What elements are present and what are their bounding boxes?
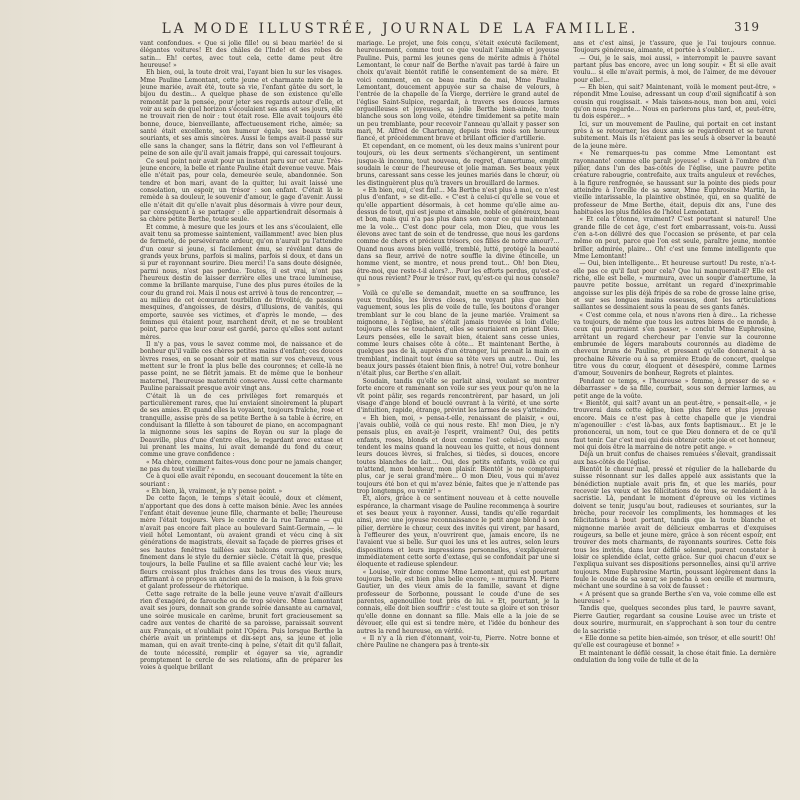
paragraph: Soudain, tandis qu'elle se parlait ainsi, voulant se montrer forte encore et ramenant son voile sur ses yeux pour qu'on ne la vît point pâlir, ses regards rencontrèrent, par hasard, un joli visage d'ange blond et bouclé ouvrant à la vérité, et une sorte d'intuition, rapide, étrange, prévint les larmes de ses y'atteindre.: [356, 377, 560, 415]
text-columns: [140, 40, 776, 782]
paragraph: « Eh bien, oui, c'est fini!... Ma Berthe n'est plus à moi, ce n'est plus d'enfant, » se dit-elle. « C'est à celui-ci qu'elle se voue et qu'elle appartient désormais, à cet homme qu'elle aime au-dessus de tout, qui est jeune et aimable, noble et généreux, beau et bon, mais qui n'a pas plus dans son cœur ce qui maintenant me la vole... C'est donc pour cela, mon Dieu, que vous les élevons avec tant de soin et de tendresse, que nous les gardons comme de chers et précieux trésors, ces filles de notre amour?... Quand nous avons bien veillé, tremblé, lutté, protégé la beauté dans sa fleur, arrivé de notre souffle la divine étincelle, un homme vient, se montre, et nous prend tout... Oh! bon Dieu, être-moi, que reste-t-il alors?... Pour les efforts perdus, qu'est-ce qui nous revient? Pour le trésor ravi, qu'est-ce qui nous console? »: [356, 186, 560, 290]
paragraph: Et maintenant le défilé cessait, la chose était finie. La dernière ondulation du long voile de tulle et de la: [573, 649, 776, 664]
paragraph: Déjà un bruit confus de chaises remuées s'élevait, grandissait aux bas-côtés de l'église.: [573, 451, 776, 466]
paragraph: « Ne remarques-tu pas comme Mme Lemontant est rayonnante! comme elle paraît joyeuse! » disait à l'ombre d'un pilier, dans l'un des bas-côtés de l'église, une pauvre petite créature rabougrie, contrefaite, aux traits anguleux et revêches, à la figure renfrognée, se haussant sur la pointe des pieds pour atteindre à l'oreille de sa sœur, Mme Euphrosine Martin, la vieille intarissable, la plaintive obstinée, qui, en sa qualité de professeur de Mme Berthe, était, depuis dix ans, l'une des habituées les plus fidèles de l'hôtel Lemontant.: [573, 150, 776, 216]
paragraph: — Eh bien, qui sait? Maintenant, voilà le moment peut-être, » répondit Mme Louise, adressant un coup d'œil significatif à son cousin qui rougissait. « Mais taisons-nous, mon bon ami, voici qu'on nous regarde... Nous en parlerons plus tard, et, peut-être, tu dois espérer... »: [573, 84, 776, 121]
paragraph: ans et c'est ainsi, je t'assure, que je l'ai toujours connue. Toujours généreuse, aimante, et portée à s'oublier...: [573, 40, 776, 55]
page-number: 319: [734, 20, 760, 34]
paragraph: Bientôt le chœur mal, pressé et régulier de la hallebarde du suisse résonnant sur les dalles appelé aux assistants que la bénédiction nuptiale avait pris fin, et que les mariés, pour recevoir les vœux et les félicitations de tous, se rendaient à la sacristie. Là, pendant le moment d'épreuve où les victimes doivent se tenir, jusqu'au bout, radieuses et souriantes, sur la brèche, pour recevoir les compliments, les hommages et les félicitations à bout portant, tandis que la toute blanche et mignonne mariée avait de délicieux embarras et d'exquises rougeurs, sa belle et jeune mère, grâce à son récent espoir, ent trouver des mots charmants, de rayonnants sourires. Cette fois tous les invités, dans leur défilé solennel, purent constater à loisir ce splendide éclat, cette grâce. Sur quoi chacun d'eux se l'expliqua suivant ses dispositions personnelles, ainsi qu'il arrive toujours. Mme Euphrosine Martin, poussant légèrement dans la foule le coude de sa sœur, se pencha à son oreille et murmura, méchant une sourdine à sa voix de fausset :: [573, 465, 776, 591]
paragraph: Ce à quoi elle avait répondu, en secouant doucement la tête en souriant :: [140, 473, 343, 488]
paragraph: « A présent que sa grande Berthe s'en va, voie comme elle est heureuse! »: [573, 590, 776, 606]
paragraph: Cette sage retraite de la belle jeune veuve n'avait d'ailleurs rien d'exagéré, de farouche ou de trop sévère. Mme Lemontant avait ses jours, donnait son grande soirée dansante au carnaval, une soirée musicale en carême, brunit fort gracieusement sa cadre aux ventes de charité de sa paroisse, paraissait souvent aux Français, et n'oubliait point l'Opéra. Puis lorsque Berthe la chérie avait un printemps et dix-sept ans, sa jeune et jolie maman, qui en avait trente-cinq à peine, s'était dit qu'il fallait, de toute nécessité, remplir et égayer sa vie, agrandir promptement le cercle de ses relations, afin de préparer les voies à quelque brillant: [140, 590, 343, 672]
paragraph: Et comme, à mesure que les jours et les ans s'écoulaient, elle avait tenu sa promesse saintement, vaillamment! avec bien plus de fermeté, de persévérante ardeur, qu'on n'aurait pu l'attendre d'un cœur si jeune, si facilement ému, se révélant dans de grands yeux bruns, parfois si malins, parfois si doux, et dans un si pur et rayonnant sourire. Dieu merci! l'a sans doute désignée, parmi nous, n'est pas perdue. Toutes, il est vrai, n'ont pas l'heureux destin de laisser derrière elles une trace lumineuse, comme la brillante marquise, l'une des plus pures étoiles de la cour du grand roi. Mais il nous est arrivé à tous de rencontrer, — au milieu de cet écœurant tourbillon de frivolité, de passions mesquines, d'angoisses, de désirs, d'illusions, de vanités, qui emporte, sauvée ses victimes, et d'après le monde, — des femmes qui étaient pour, marchent droit, et ne se troublent point, parce que leur cœur est gardé, parce qu'elles sont autant mères.: [140, 223, 343, 341]
paragraph: Et, alors, grâce à ce sentiment nouveau et à cette nouvelle espérance, la charmant visage de Pauline recommença à sourire et ses beaux yeux à rayonner. Aussi, tandis qu'elle regardait ainsi, avec une joyeuse reconnaissance le petit ange blond à son pilier, derrière le chœur, ceux des invités qui virent, par hasard, à l'effleurer des yeux, n'ouvrirent que, jamais encore, ils ne l'avaient vue si belle. Sur quoi les uns et les autres, selon leurs dispositions et leurs impressions personnelles, s'expliquèrent immédiatement cette sorte d'extase, qui se confondait par une si éloquente et radieuse splendeur.: [356, 495, 560, 569]
paragraph: « Et cela t'étonne, vraiment? C'est pourtant si naturel! Une grande fille de cet âge, c'est fort embarrassant, vois-tu. Aussi c'en a-t-on délivré des que l'occasion se présente, et par cela même on peut, parce que l'on est seule, paraître jeune, montée briller, admirée, plaire... Oh! c'est une femme intelligente que Mme Lemontant!: [573, 216, 776, 260]
journal-title: LA MODE ILLUSTRÉE, JOURNAL DE LA FAMILLE.: [161, 21, 639, 37]
paragraph: De cette façon, le temps s'était écoulé, doux et clément, n'apportant que des dons à cette maison bénie. Avec les années l'enfant était devenue jeune fille, charmante et belle; l'heureuse mère l'était toujours. Vers le centre de la rue Taranne — qui n'avait pas encore fait place au boulevard Saint-Germain, — le vieil hôtel Lemontant, où avaient grandi et vécu cinq à six générations de magistrats, élevait sa façade de pierres grises et ses hautes fenêtres taillées aux balcons ouvragés, ciselés, finement dans le style du dernier siècle. C'était là que, presque toujours, la belle Pauline et sa fille avaient caché leur vie; les fleurs croissant plus fraîches dans les trous des vieux murs, affirmant à ce propos un ancien ami de la maison, à la fois grave et galant professeur de rhétorique.: [140, 495, 343, 591]
column-middle: [357, 40, 560, 782]
paragraph: « Eh bien, là, vraiment, je n'y pense point. »: [146, 487, 283, 495]
paragraph: Pendant ce temps, « l'heureuse » femme, à presser de se « débarrasser » de sa fille, courbait, sous son dernier larmes, au petit ange de la voûte.: [573, 377, 776, 400]
paragraph: — Oui, je le sais, moi aussi, » interrompit le pauvre savant partant plus bas encore, avec un long soupir. « Et si elle avait voulu... si elle m'avait permis, à moi, de l'aimer, de me dévouer pour elle!...: [573, 54, 776, 84]
paragraph: Ici, sur un mouvement de Pauline, qui portait en cet instant près à se retourner, les deux amis se regardèrent et se turent subitement. Mais ils n'étaient pas les seuls à observer la beauté de la jeune mère.: [573, 120, 776, 150]
paragraph: C'était là un de ces privilèges fort remarqués et particulièrement rares, que lui enviaient sincèrement la plupart de ses amies. Et quand elles la voyaient, toujours fraîche, rose et tranquille, assise près de sa petite Berthe à sa table à écrire, en conduisant la fillette à son tabouret de piano, en accompagnant la mignonne sous les sapins de Royan ou sur la plage de Deauville, plus d'une d'entre elles, le regardant avec extase et lui prenant les mains, lui avait demandé du fond du cœur, comme une grave confidence :: [140, 392, 343, 459]
paragraph: « Eh bien, moi, » pensa-t-elle, renaissant de plaisir, « oui, j'avais oublié, voilà ce qui nous reste. Eh! mon Dieu, je n'y pensais plus, en avait-je l'esprit, vraiment? Oui, des petits enfants, roses, blonds et doux comme l'est celui-ci, qui nous tendent les mains quand la nouveau les quitte, et nous donnent leurs douces lèvres, si fraîches, si tièdes, si douces, encore toutes blanches de lait.... Oui, des petits enfants, voilà ce qui m'attend, mon bonheur, mon plaisir. Bientôt je ne compterai plus, car je serai grand'mère... O mon Dieu, vous qui m'avez toujours été bon et qui m'avez bénie, faites que je n'attende pas trop longtemps, ou venir! »: [356, 414, 560, 495]
paragraph: Voilà ce qu'elle se demandait, muette en sa souffrance, les yeux troublés, les lèvres closes, ne voyant plus que bien vaguement, sous les plis de voile de tulle, les boutons d'oranger tremblant sur le cou blanc de la jeune mariée. Vraiment sa mignonne, à l'église, ne s'était jamais trouvée si loin d'elle; toujours elles se touchaient, elles se souriaient en priant Dieu. Leurs pensées, elle le savait bien, étaient sans cesse unies, comme leurs chaises côte à côte... Et maintenant Berthe, à quelques pas de là, auprès d'un étranger, lui prenait la main en tremblant, inclinait tout émue sa tête vers un autre... Oui, les beaux jours passés étaient bien finis, à notre! Oui, votre bonheur n'était plus, car Berthe s'en allait.: [356, 289, 560, 378]
paragraph: Tandis que, quelques secondes plus tard, le pauvre savant, Pierre Gautier, regardant sa cousine Louise avec un triste et doux sourire, murmurait, en s'approchant à son tour du centre de la sacristie :: [573, 605, 776, 635]
paragraph: mariage. Le projet, une fois conçu, s'était exécuté facilement, heureusement, comme tout ce que voulait l'aimable et joyeuse Pauline. Puis, parmi les jeunes gens de mérite admis à l'hôtel Lemontant, le cœur naïf de Berthe n'avait pas tardé à faire un choix qu'avait bientôt ratifié le consentement de sa mère. Et voici comment, en ce beau matin de mai, Mme Pauline Lemontant, doucement appuyée sur sa chaise de velours, à l'entrée de la chapelle de la Vierge, derrière le grand autel de l'église Saint-Sulpice, regardait, à travers ses douces larmes orgueilleuses et joyeuses, sa jolie Berthe bien-aimée, toute blanche sous son long voile, étendre timidement sa petite main un peu tremblante, pour recevoir l'anneau qu'allait y passer son mari, M. Alfred de Chartenay, depuis trois mois son heureux fiancé, et précédemment brave et brillant officier d'artillerie.: [356, 40, 560, 143]
paragraph: Il n'y a pas, vous le savez comme moi, de naissance et de bonheur qu'il vaille ces chères petites mains d'enfant; ces douces lèvres roses, en se posant soir et matin sur vos cheveux, vous mettent sur le front la plus belle des couronnes; et celle-là ne passe point, ne se flétrit jamais. Et de même que le bonheur maternel, l'heureuse maternité conserve. Aussi cette charmante Pauline paraissait presque avoir vingt ans.: [140, 341, 343, 393]
page-margin: [0, 0, 120, 800]
paragraph: « Louise, voir donc comme Mme Lemontant, qui est pourtant toujours belle, est bien plus belle encore, » murmura M. Pierre Gautier, un des vieux amis de la famille, savant et digne professeur de Sorbonne, poussant le coude d'une de ses parentes, agenouillée tout près de lui. « Et, pourtant, je la connais, elle doit bien souffrir : c'est toute sa gloire et son trésor qu'elle donne en donnant sa fille. Mais elle a la joie de se dévouer, elle qui est si tendre mère, et l'idée du bonheur des autres la rend heureuse, en vérité.: [356, 568, 560, 635]
paragraph: Eh bien, oui, la toute droit vrai, l'ayant bien lu sur les visages. Mme Pauline Lemontant, cette jeune et charmante mère de la jeune mariée, avait été, toute sa vie, l'enfant gâtée du sort, le bijou du destin... A quelque phase de son existence qu'elle remontât par la pensée, pour jeter ses regards autour d'elle, et voir au sein de quel horizon s'écoulaient ses ans et ses jours, elle ne trouvait rien de noir : tout était rose. Elle avait toujours été bonne, douce, bienveillante, affectueusement riche, aimée; sa santé était excellente, son humeur égale, ses beaux traits souriants, et ses amis sincères. Aussi le temps avait-il passé sur elle sans la changer, sans la flétrir, dans son vol l'effleurant à peine de son aile qu'il avait jamais frappé, qui caressait toujours.: [140, 69, 343, 158]
paragraph: « Il n'y a là rien d'étonnant, voir-tu, Pierre. Notre bonne et chère Pauline ne changera pas à trente-six: [356, 634, 560, 650]
paragraph: « Ma chère, comment faites-vous donc pour ne jamais changer, ne pas du tout vieillir? »: [140, 458, 343, 473]
column-right: [573, 40, 776, 782]
paragraph: Ce seul point noir avait pour un instant paru sur cet azur. Très-jeune encore, la belle et riante Pauline était devenue veuve. Mais elle n'était pas, pour cela, demeurée seule, abandonnée. Son tendre et bon mari, avant de la quitter, lui avait laissé une consolation, un espoir, un trésor : son enfant. C'était là le remède à sa douleur, le souvenir d'amour, le gage d'avenir. Aussi elle n'était dit qu'elle n'avait plus désormais à vivre pour deux, par conséquent à se partager : elle appartiendrait désormais à sa chère petite Berthe, toute seule.: [140, 157, 343, 224]
paragraph: « C'est comme cela, et nous n'avons rien à dire... La richesse va toujours, de même que tous les autres biens de ce monde, à ceux qui pourraient s'en passer, » conclut Mme Euphrosine, arrêtant un regard chercheur par l'envie sur la couronne embrumée de légers marabouts couronnés au diadème de cheveux bruns de Pauline, et pressant qu'elle donnerait à sa prochaine Rêverie ou à sa première Etude de concert, quelque titre vous du cœur, éloquent et désespéré, comme Larmes d'amour, Souvenirs de bonheur, Regrets et plaintes.: [573, 311, 776, 378]
column-left: [140, 40, 343, 782]
paragraph: « Bientôt, qui sait? avant un an peut-être, » pensait-elle, « je trouverai dans cette église, bien plus fière et plus joyeuse encore. Mais ce n'est pas à cette chapelle que je viendrai m'agenouiller : c'est là-bas, aux fonts baptismaux... Et je le prononcerai, un nom, tout ce que Dieu donnera et de ce qu'il faut tenir. Car c'est moi qui dois obtenir cette joie et cet honneur, moi qui dois être la marraine de notre petit ange. »: [573, 399, 776, 451]
paragraph: — Oui, bien intelligente... Et heureuse surtout! Du reste, n'a-t-elle pas ce qu'il faut pour cela? Que lui manquerait-il? Elle est riche, elle est belle, » murmura, avec un soupir d'amertume, la pauvre petite bossue, arrêtant un regard d'inexprimable angoisse sur les plis déjà fripés de sa robe de grosse laine grise, et sur ses longues mains osseuses, dont les articulations saillantes se dessinaient sous la peau de ses gants fanés.: [573, 260, 776, 312]
running-header: [40, 18, 760, 40]
paragraph: Et cependant, en ce moment, où les deux mains s'unirent pour toujours, où les deux serments s'échangèrent, un sentiment jusque-là inconnu, tout nouveau, de regret, d'amertume, emplit soudain le cœur de l'heureuse et jolie maman. Ses beaux yeux bruns, caressant sans cesse les jeunes mariés dans le chœur, où les distinguèrent plus qu'à travers un brouillard de larmes.: [356, 142, 560, 187]
paragraph: vant confondues. « Que si jolie fille! ou si beau mariée! de si élégantes voitures! Et des châles de l'Inde! et des robes de satin... Eh! certes, avec tout cela, cette dame peut être heureuse! »: [140, 40, 343, 70]
paragraph: « Elle donne sa petite bien-aimée, son trésor, et elle sourit! Oh! qu'elle est courageuse et bonne! »: [573, 634, 776, 650]
